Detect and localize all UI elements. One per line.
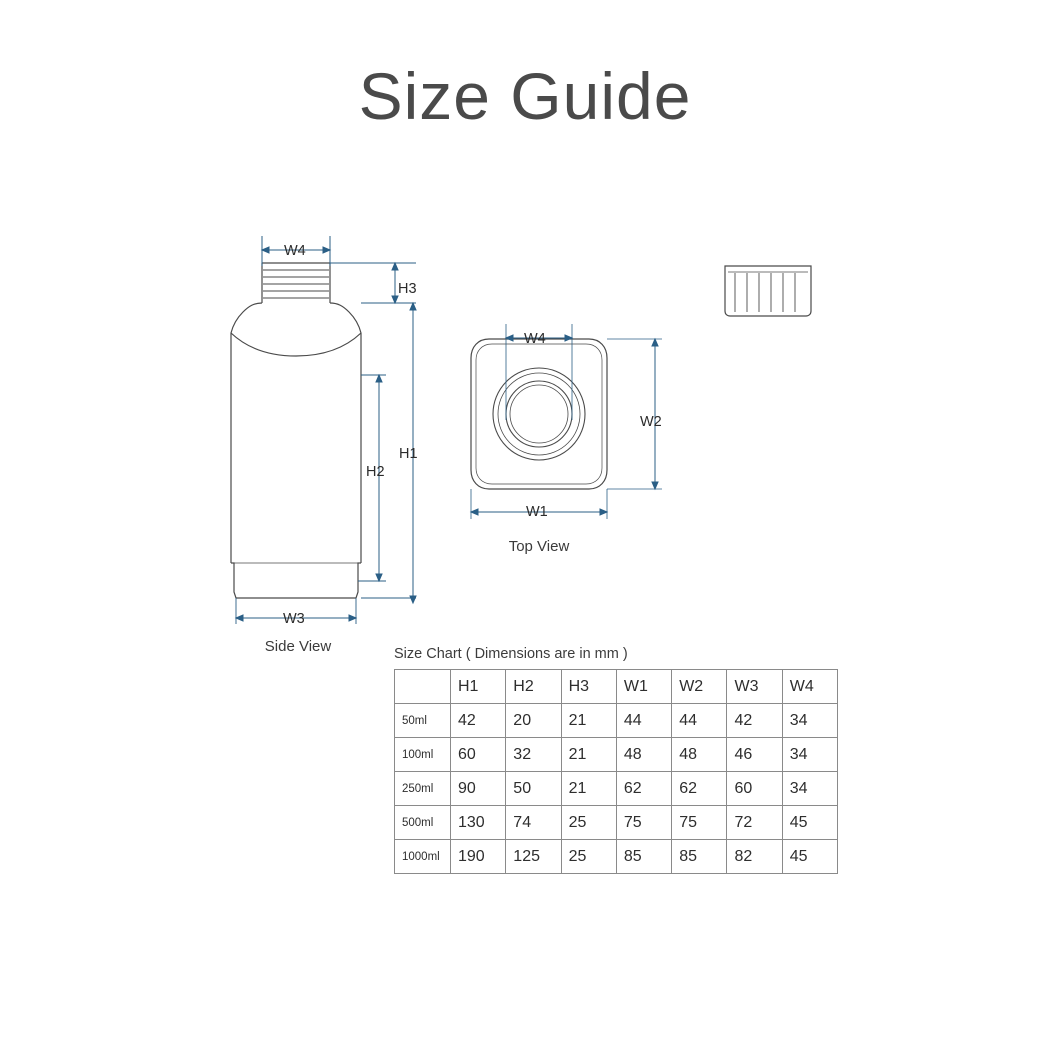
dim-label-side-h1: H1 [399, 446, 418, 462]
cell: 42 [451, 704, 506, 738]
table-row [395, 738, 838, 772]
dim-label-side-w4: W4 [284, 243, 306, 259]
dim-label-top-w1: W1 [526, 504, 548, 520]
col-header-w1: W1 [616, 670, 671, 704]
row-label: 1000ml [395, 840, 451, 874]
table-row [395, 806, 838, 840]
cell: 190 [451, 840, 506, 874]
cell: 85 [616, 840, 671, 874]
cell: 125 [506, 840, 561, 874]
cell: 60 [727, 772, 782, 806]
cap-drawing [725, 266, 811, 316]
cell: 21 [561, 704, 616, 738]
side-view-label: Side View [264, 638, 332, 655]
col-header-h2: H2 [506, 670, 561, 704]
col-header-h3: H3 [561, 670, 616, 704]
cell: 90 [451, 772, 506, 806]
size-chart-table [394, 669, 838, 874]
cell: 20 [506, 704, 561, 738]
cell: 82 [727, 840, 782, 874]
dim-label-top-w4: W4 [524, 331, 546, 347]
cell: 44 [672, 704, 727, 738]
table-row [395, 704, 838, 738]
dim-label-side-h2: H2 [366, 464, 385, 480]
cell: 62 [616, 772, 671, 806]
cell: 74 [506, 806, 561, 840]
cell: 34 [782, 704, 837, 738]
table-row [395, 840, 838, 874]
table-header-row [395, 670, 838, 704]
cell: 50 [506, 772, 561, 806]
cell: 48 [672, 738, 727, 772]
page-title: Size Guide [358, 59, 692, 133]
side-view-dimensions [236, 236, 416, 624]
cell: 60 [451, 738, 506, 772]
cell: 21 [561, 772, 616, 806]
table-row [395, 772, 838, 806]
size-chart [394, 646, 840, 874]
col-header-h1: H1 [451, 670, 506, 704]
cell: 21 [561, 738, 616, 772]
dim-label-side-h3: H3 [398, 281, 417, 297]
cell: 44 [616, 704, 671, 738]
col-header-w2: W2 [672, 670, 727, 704]
top-view-dimensions [471, 324, 662, 519]
cell: 45 [782, 840, 837, 874]
cell: 42 [727, 704, 782, 738]
cell: 62 [672, 772, 727, 806]
row-label: 100ml [395, 738, 451, 772]
row-label: 500ml [395, 806, 451, 840]
top-view-label: Top View [508, 538, 570, 555]
dim-label-side-w3: W3 [283, 611, 305, 627]
cell: 75 [616, 806, 671, 840]
cell: 32 [506, 738, 561, 772]
row-label: 250ml [395, 772, 451, 806]
top-view-bottle [471, 339, 607, 489]
side-view-bottle [231, 263, 361, 598]
cell: 45 [782, 806, 837, 840]
cell: 75 [672, 806, 727, 840]
size-chart-caption: Size Chart ( Dimensions are in mm ) [394, 646, 628, 662]
col-header-w3: W3 [727, 670, 782, 704]
cell: 130 [451, 806, 506, 840]
cell: 85 [672, 840, 727, 874]
cell: 72 [727, 806, 782, 840]
cell: 48 [616, 738, 671, 772]
row-label: 50ml [395, 704, 451, 738]
cell: 34 [782, 772, 837, 806]
dim-label-top-w2: W2 [640, 414, 662, 430]
cell: 25 [561, 806, 616, 840]
cell: 34 [782, 738, 837, 772]
cell: 46 [727, 738, 782, 772]
cell: 25 [561, 840, 616, 874]
col-header-size [395, 670, 451, 704]
col-header-w4: W4 [782, 670, 837, 704]
